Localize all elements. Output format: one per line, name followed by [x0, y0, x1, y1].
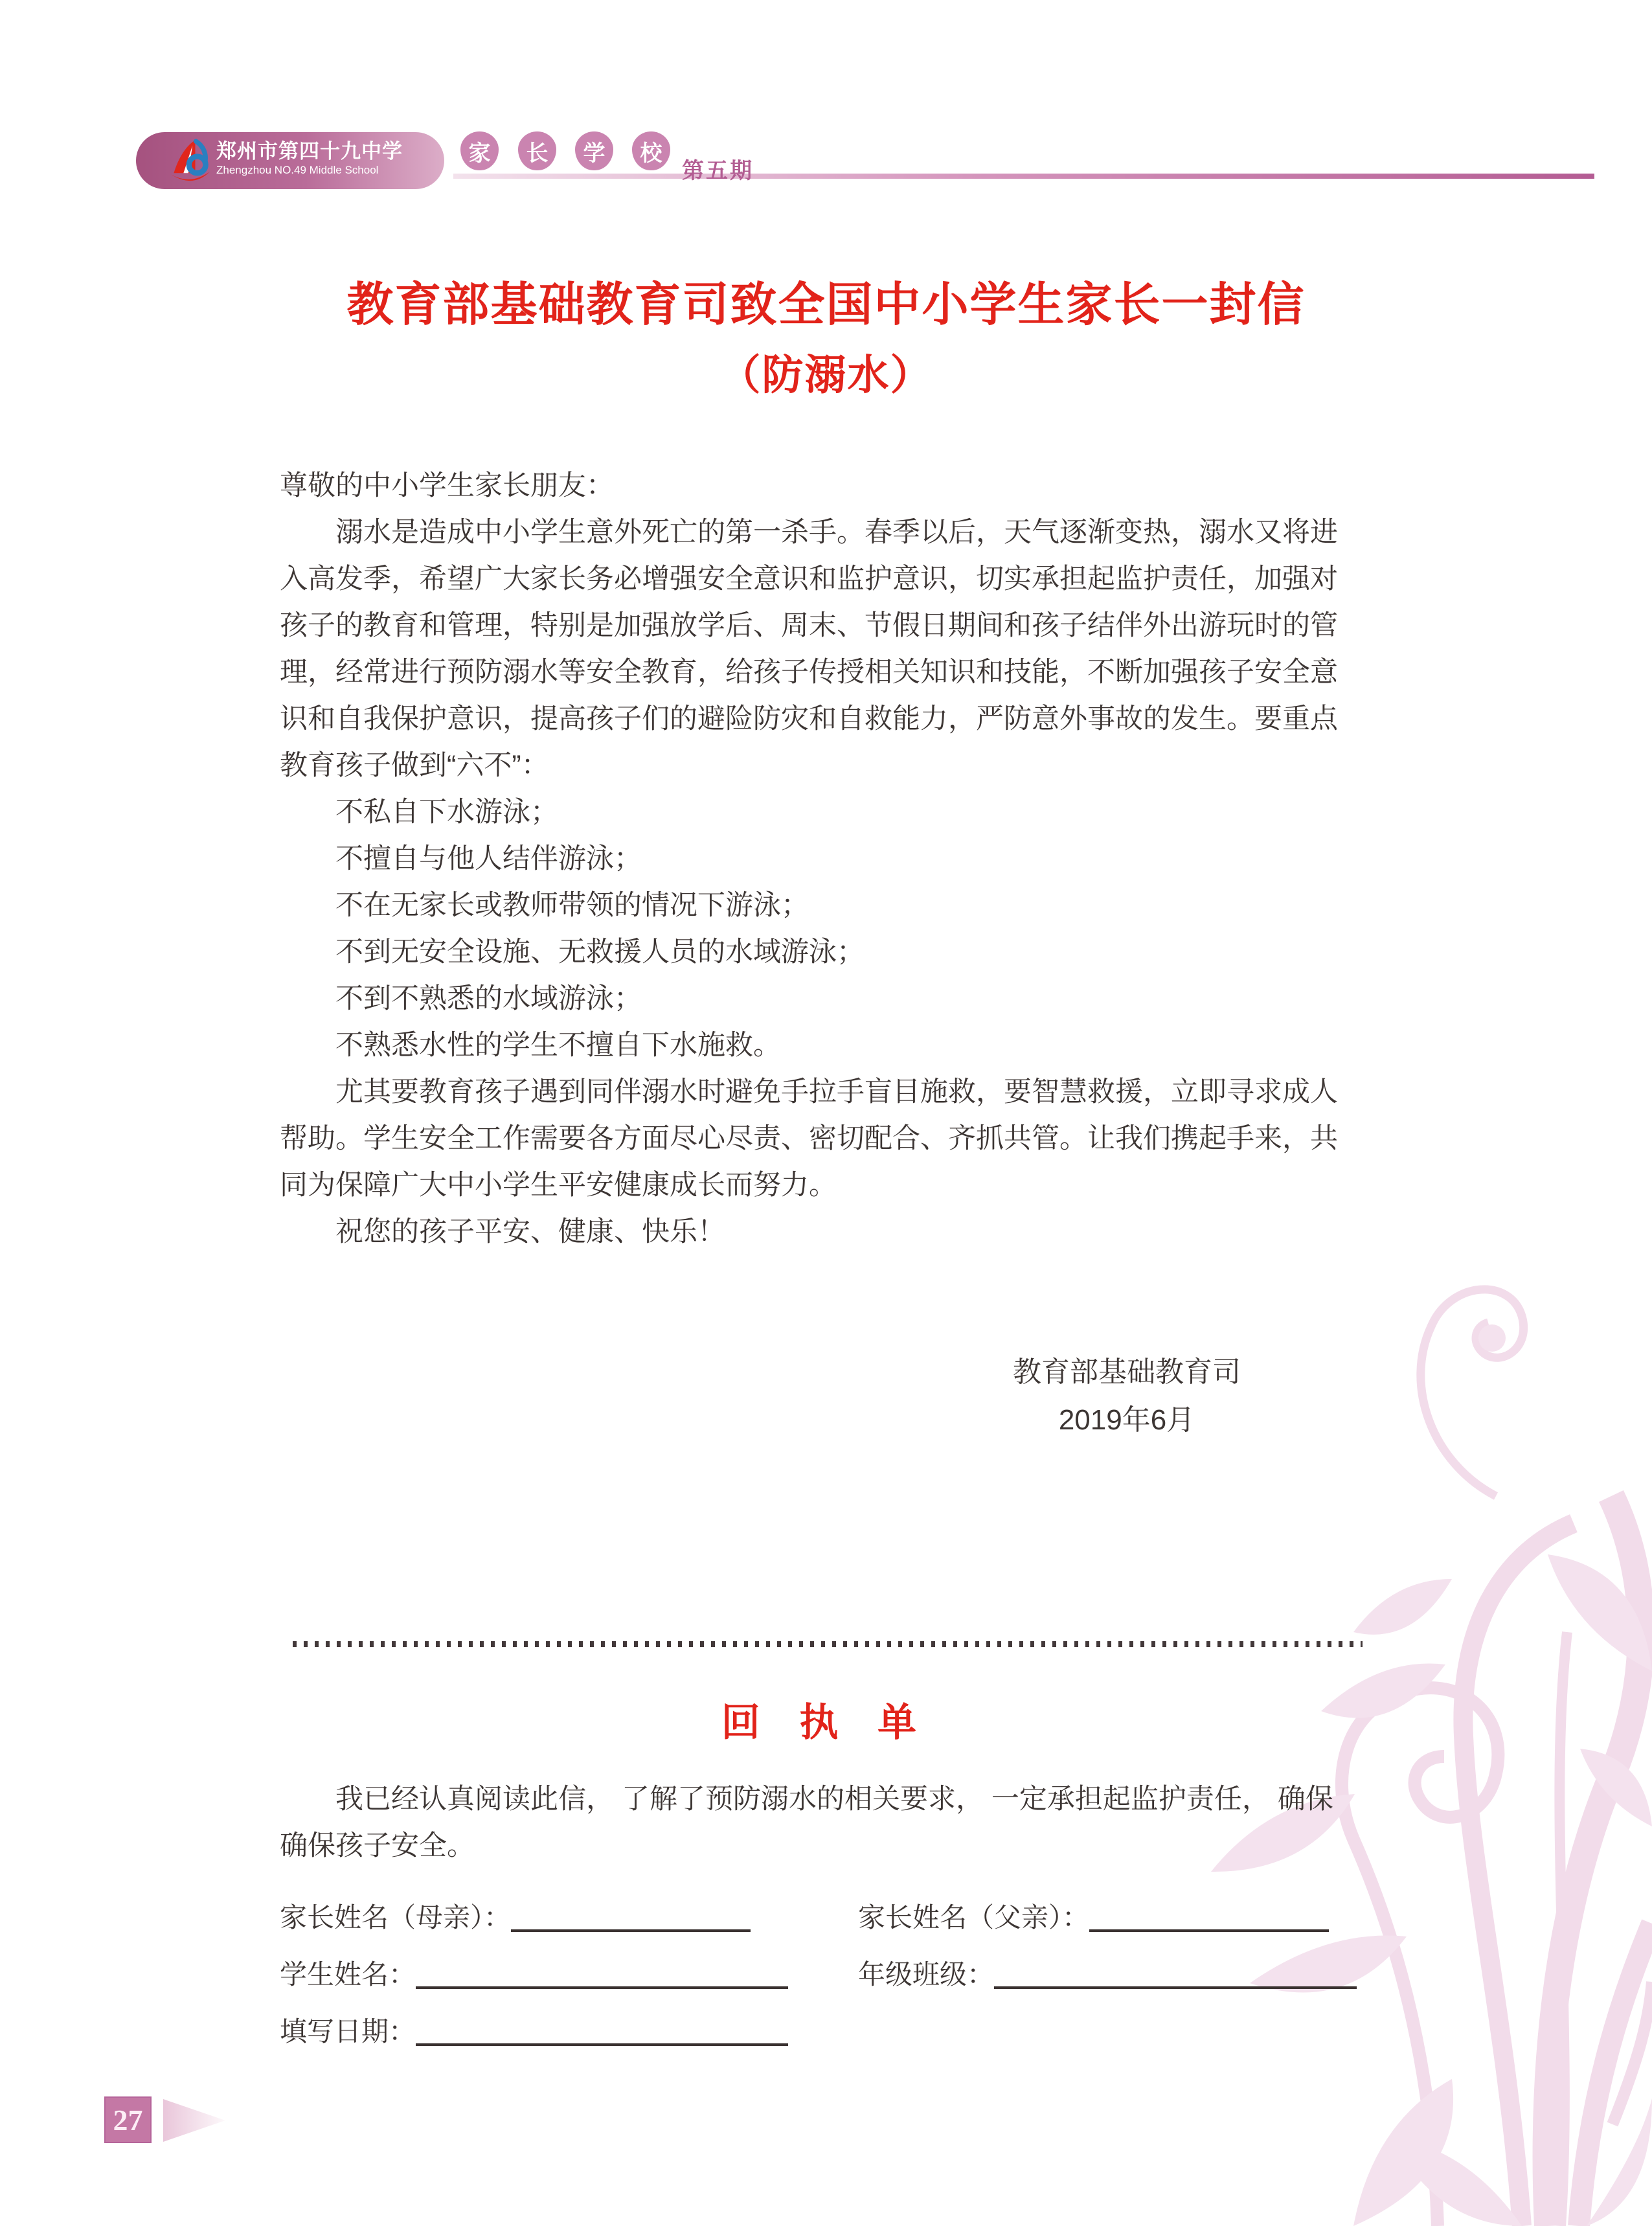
letter-line: 理，经常进行预防溺水等安全教育，给孩子传授相关知识和技能，不断加强孩子安全意 [280, 657, 1338, 688]
letter-line: 不熟悉水性的学生不擅自下水施救。 [335, 1030, 781, 1061]
field-student-name [280, 1953, 788, 1992]
badge-xiao: 校 [632, 131, 670, 170]
signature-block [933, 1348, 1321, 1444]
field-father-name-label: 家长姓名（父亲）： [858, 1902, 1090, 1933]
letter-line: 同为保障广大中小学生平安健康成长而努力。 [280, 1170, 837, 1201]
field-mother-name-blank[interactable] [511, 1929, 751, 1932]
letter-subtitle: （防溺水） [719, 352, 933, 398]
letter-title: 教育部基础教育司致全国中小学生家长一封信 [346, 279, 1306, 331]
letter-line: 孩子的教育和管理，特别是加强放学后、周末、节假日期间和孩子结伴外出游玩时的管 [280, 610, 1338, 641]
cut-here-dotted-line [293, 1641, 1363, 1647]
page-number: 27 [113, 2103, 143, 2137]
field-mother-name-label: 家长姓名（母亲）： [280, 1902, 512, 1933]
field-student-name-label: 学生姓名： [280, 1959, 416, 1990]
letter-line: 溺水是造成中小学生意外死亡的第一杀手。春季以后，天气逐渐变热，溺水又将进 [335, 517, 1338, 548]
letter-line: 祝您的孩子平安、健康、快乐！ [335, 1216, 725, 1247]
school-name-en: Zhengzhou NO.49 Middle School [216, 164, 379, 176]
letter-line: 不到无安全设施、无救援人员的水域游泳； [335, 937, 865, 968]
field-father-name [858, 1896, 1329, 1935]
field-fill-date [280, 2010, 788, 2049]
receipt-body [280, 1776, 1368, 1869]
letter-line: 不在无家长或教师带领的情况下游泳； [335, 890, 809, 921]
school-header-banner [136, 132, 444, 189]
field-student-name-blank[interactable] [416, 1986, 788, 1989]
page-number-badge [104, 2096, 152, 2143]
letter-line: 不擅自与他人结伴游泳； [335, 843, 642, 874]
header-divider-line [453, 174, 1594, 179]
letter-line: 不到不熟悉的水域游泳； [335, 983, 642, 1014]
letter-line: 入高发季，希望广大家长务必增强安全意识和监护意识，切实承担起监护责任，加强对 [280, 563, 1338, 595]
issue-number: 第五期 [682, 159, 754, 183]
badge-jia: 家 [460, 131, 499, 170]
badge-zhang: 长 [518, 131, 556, 170]
letter-line: 识和自我保护意识，提高孩子们的避险防灾和自救能力，严防意外事故的发生。要重点 [280, 703, 1338, 734]
field-grade-class-label: 年级班级： [858, 1959, 995, 1990]
signature-org: 教育部基础教育司 [1013, 1356, 1241, 1388]
field-mother-name [280, 1896, 751, 1935]
page-number-arrow-icon [163, 2099, 225, 2142]
school-49-sailboat-logo-icon [170, 137, 211, 183]
letter-body [280, 462, 1368, 1255]
field-grade-class-blank[interactable] [994, 1986, 1357, 1989]
letter-line: 教育孩子做到“六不”： [280, 750, 549, 781]
school-name-block [216, 140, 430, 177]
badge-xue: 学 [575, 131, 613, 170]
field-fill-date-blank[interactable] [416, 2043, 788, 2046]
school-name-cn: 郑州市第四十九中学 [216, 140, 403, 163]
letter-line: 帮助。学生安全工作需要各方面尽心尽责、密切配合、齐抓共管。让我们携起手来，共 [280, 1123, 1338, 1154]
letter-line: 尊敬的中小学生家长朋友： [280, 470, 614, 501]
receipt-line: 我已经认真阅读此信， 了解了预防溺水的相关要求， 一定承担起监护责任， 确保 [335, 1784, 1333, 1815]
field-father-name-blank[interactable] [1089, 1929, 1329, 1932]
field-grade-class [858, 1953, 1357, 1992]
receipt-line: 确保孩子安全。 [280, 1830, 475, 1861]
receipt-title: 回 执 单 [721, 1701, 931, 1744]
signature-date: 2019年6月 [1058, 1404, 1195, 1436]
letter-line: 尤其要教育孩子遇到同伴溺水时避免手拉手盲目施救，要智慧救援，立即寻求成人 [335, 1076, 1338, 1107]
letter-line: 不私自下水游泳； [335, 797, 558, 828]
field-fill-date-label: 填写日期： [280, 2016, 416, 2047]
